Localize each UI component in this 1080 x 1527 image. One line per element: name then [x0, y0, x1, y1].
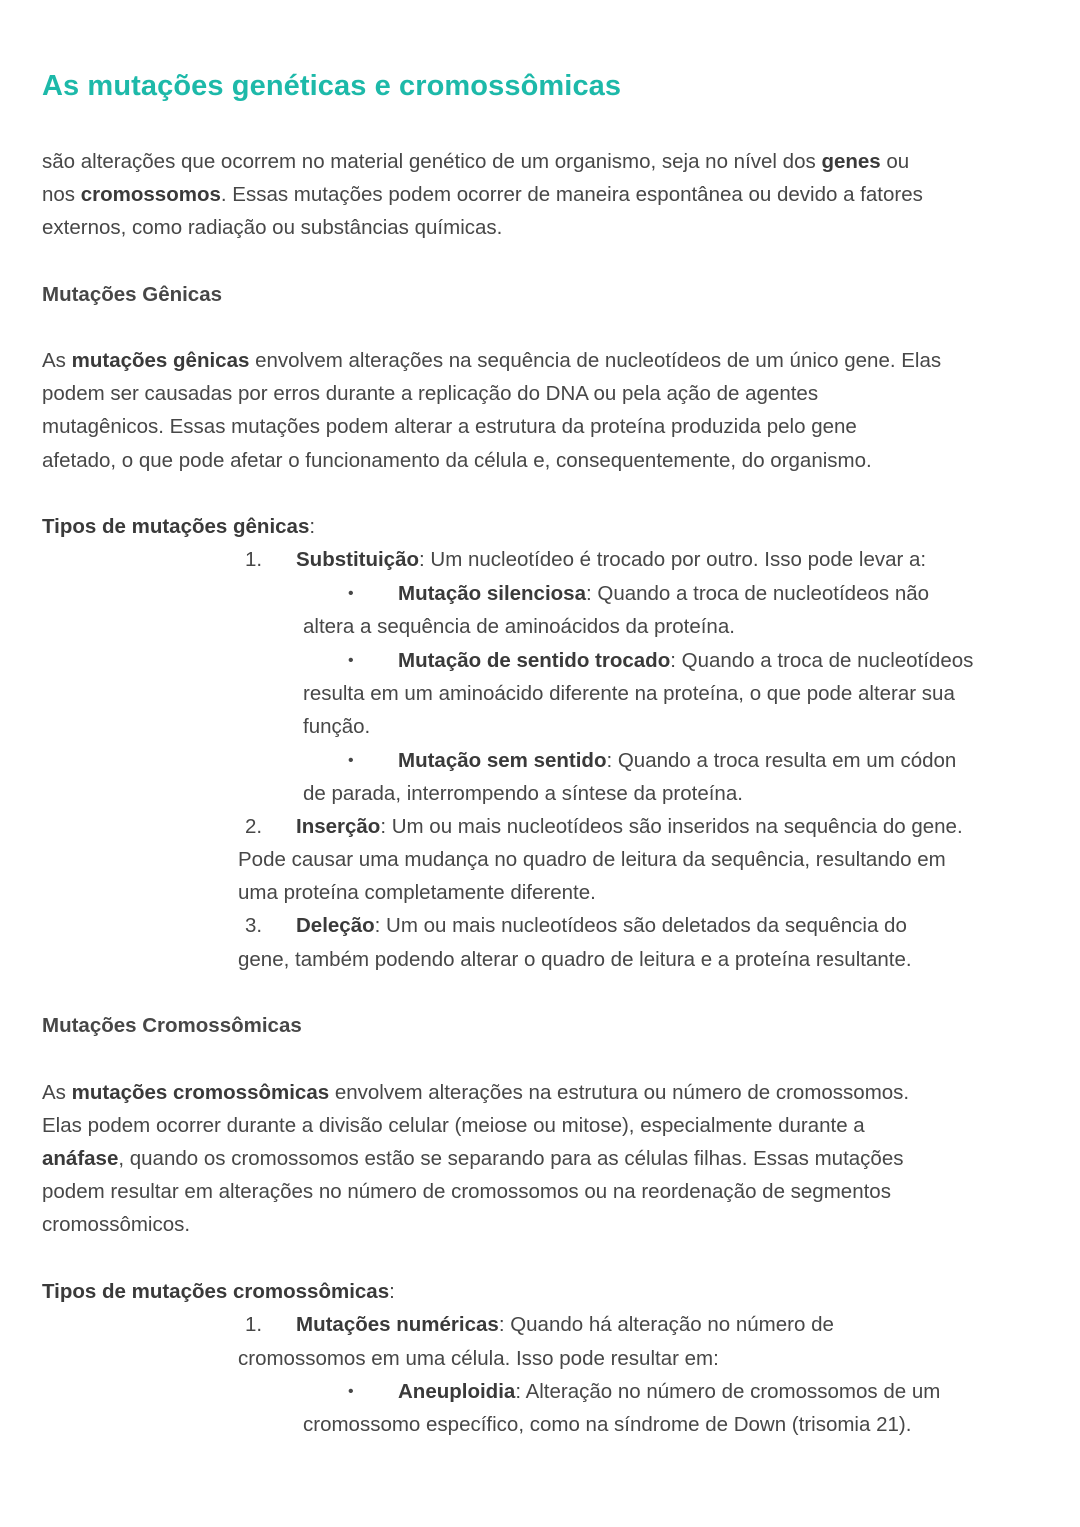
bullet-icon: • [348, 752, 354, 769]
bullet-icon: • [348, 585, 354, 602]
sub-list-item-cont: resulta em um aminoácido diferente na proteína, o que pode alterar sua [303, 682, 955, 705]
section-heading-genicas: Mutações Gênicas [42, 283, 223, 306]
list-number: 1. [245, 1313, 263, 1336]
cromossomicas-paragraph-line: podem resultar em alterações no número de cromossomos ou na reordenação de segmentos [42, 1180, 891, 1203]
list-item [296, 543, 926, 576]
bullet-icon: • [348, 1383, 354, 1400]
list-number: 2. [245, 815, 263, 838]
sub-list-item [398, 577, 929, 610]
text: : Alteração no número de cromossomos de um [515, 1380, 941, 1403]
section-heading-cromossomicas: Mutações Cromossômicas [42, 1014, 302, 1037]
sub-list-item-cont: altera a sequência de aminoácidos da proteína. [303, 615, 735, 638]
list-item [296, 810, 963, 843]
text: , quando os cromossomos estão se separando para as células filhas. Essas mutações [118, 1147, 904, 1170]
genicas-paragraph-line: podem ser causadas por erros durante a replicação do DNA ou pela ação de agentes [42, 382, 819, 405]
bold-term: Mutações numéricas [296, 1313, 499, 1336]
bold-term: Mutação sem sentido [398, 749, 607, 772]
sub-list-item [398, 744, 956, 777]
text: . Essas mutações podem ocorrer de maneira espontânea ou devido a fatores [220, 183, 923, 206]
list-number: 3. [245, 914, 263, 937]
text: : Quando há alteração no número de [498, 1313, 834, 1336]
bold-term: Inserção [296, 815, 381, 838]
list-item-cont: gene, também podendo alterar o quadro de leitura e a proteína resultante. [238, 948, 912, 971]
text: : Quando a troca de nucleotídeos não [585, 582, 930, 605]
bold-term: Mutação silenciosa [398, 582, 586, 605]
bold-term: Deleção [296, 914, 375, 937]
text: ou [880, 150, 910, 173]
list-item-cont: uma proteína completamente diferente. [238, 881, 596, 904]
bullet-icon: • [348, 652, 354, 669]
sub-list-item [398, 644, 973, 677]
bold-term: mutações gênicas [71, 349, 250, 372]
cromossomicas-paragraph-line: cromossômicos. [42, 1213, 191, 1236]
list-number: 1. [245, 548, 263, 571]
genicas-paragraph-line: afetado, o que pode afetar o funcionamento da célula e, consequentemente, do organismo. [42, 449, 872, 472]
text: : [389, 1280, 395, 1303]
bold-term: Tipos de mutações cromossômicas [42, 1280, 390, 1303]
text: envolvem alterações na sequência de nucleotídeos de um único gene. Elas [249, 349, 942, 372]
text: : [309, 515, 316, 538]
bold-term: cromossomos [80, 183, 221, 206]
text: As [42, 1081, 72, 1104]
text: : Um ou mais nucleotídeos são deletados da sequência do [374, 914, 907, 937]
text: nos [42, 183, 81, 206]
text: : Quando a troca de nucleotídeos [670, 649, 974, 672]
text: : Um ou mais nucleotídeos são inseridos na sequência do gene. [380, 815, 963, 838]
sub-list-item-cont: cromossomo específico, como na síndrome de Down (trisomia 21). [303, 1413, 912, 1436]
text: : Um nucleotídeo é trocado por outro. Isso pode levar a: [419, 548, 927, 571]
cromossomicas-paragraph-line [42, 1142, 903, 1175]
intro-paragraph-line [42, 178, 923, 211]
bold-term: genes [821, 150, 881, 173]
list-item-cont: Pode causar uma mudança no quadro de leitura da sequência, resultando em [238, 848, 946, 871]
text: são alterações que ocorrem no material genético de um organismo, seja no nível dos [42, 150, 822, 173]
types-heading-cromossomicas [42, 1275, 395, 1308]
text: envolvem alterações na estrutura ou número de cromossomos. [329, 1081, 910, 1104]
intro-paragraph-line: externos, como radiação ou substâncias químicas. [42, 216, 503, 239]
text: : Quando a troca resulta em um códon [606, 749, 957, 772]
bold-term: Tipos de mutações gênicas [42, 515, 310, 538]
genicas-paragraph-line: mutagênicos. Essas mutações podem alterar a estrutura da proteína produzida pelo gene [42, 415, 857, 438]
list-item-cont: cromossomos em uma célula. Isso pode resultar em: [238, 1347, 719, 1370]
bold-term: Mutação de sentido trocado [398, 649, 671, 672]
cromossomicas-paragraph-line: Elas podem ocorrer durante a divisão celular (meiose ou mitose), especialmente durante a [42, 1114, 865, 1137]
list-item [296, 909, 907, 942]
bold-term: Substituição [296, 548, 420, 571]
sub-list-item-cont: de parada, interrompendo a síntese da proteína. [303, 782, 743, 805]
page-title: As mutações genéticas e cromossômicas [42, 70, 622, 102]
types-heading-genicas [42, 510, 315, 543]
bold-term: anáfase [42, 1147, 119, 1170]
sub-list-item-cont: função. [303, 715, 371, 738]
bold-term: Aneuploidia [398, 1380, 516, 1403]
text: As [42, 349, 72, 372]
bold-term: mutações cromossômicas [71, 1081, 330, 1104]
cromossomicas-paragraph-line [42, 1076, 909, 1109]
intro-paragraph-line [42, 145, 909, 178]
sub-list-item [398, 1375, 940, 1408]
genicas-paragraph-line [42, 344, 941, 377]
list-item [296, 1308, 834, 1341]
